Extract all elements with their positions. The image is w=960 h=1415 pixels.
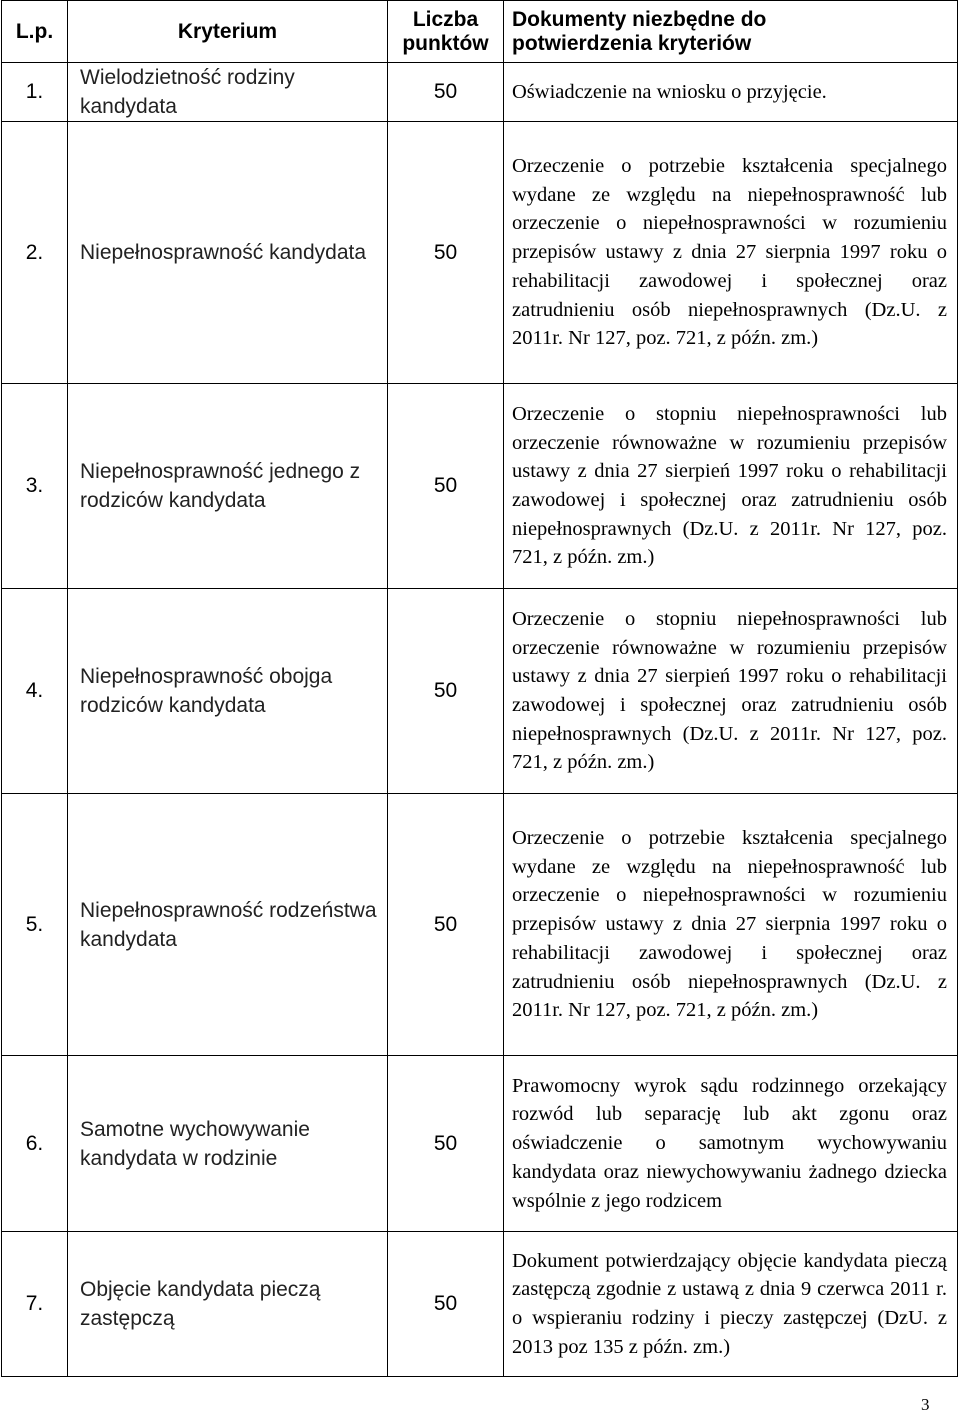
header-points-line2: punktów bbox=[402, 31, 489, 55]
row-points: 50 bbox=[388, 1056, 504, 1232]
table-row bbox=[2, 1056, 958, 1232]
row-document: Orzeczenie o potrzebie kształcenia specjalnego wydane ze względu na niepełnosprawność lub orzeczenie o niepełnosprawności w rozumieniu przepisów ustawy z dnia 27 sierpnia 1997 roku o rehabilitacji zawodowej i społecznej oraz zatrudnieniu osób niepełnosprawnych (Dz.U. z 2011r. Nr 127, poz. 721, z późn. zm.) bbox=[504, 122, 958, 384]
row-criterion: Niepełnosprawność jednego z rodziców kandydata bbox=[68, 384, 388, 589]
table-header-row bbox=[2, 1, 958, 63]
row-points: 50 bbox=[388, 589, 504, 794]
row-points: 50 bbox=[388, 384, 504, 589]
row-criterion: Niepełnosprawność rodzeństwa kandydata bbox=[68, 794, 388, 1056]
row-document: Dokument potwierdzający objęcie kandydata pieczą zastępczą zgodnie z ustawą z dnia 9 czerwca 2011 r. o wspieraniu rodziny i pieczy zastępczej (DzU. z 2013 poz 135 z późn. zm.) bbox=[504, 1232, 958, 1377]
table-row bbox=[2, 63, 958, 122]
row-criterion: Niepełnosprawność kandydata bbox=[68, 122, 388, 384]
row-points: 50 bbox=[388, 794, 504, 1056]
row-points: 50 bbox=[388, 1232, 504, 1377]
table-row bbox=[2, 1232, 958, 1377]
header-documents-line2: potwierdzenia kryteriów bbox=[512, 31, 752, 55]
row-lp: 6. bbox=[2, 1056, 68, 1232]
row-lp: 5. bbox=[2, 794, 68, 1056]
header-documents bbox=[504, 1, 958, 63]
row-document: Prawomocny wyrok sądu rodzinnego orzekający rozwód lub separację lub akt zgonu oraz oświadczenie o samotnym wychowywaniu kandydata oraz niewychowywaniu żadnego dziecka wspólnie z jego rodzicem bbox=[504, 1056, 958, 1232]
table-row bbox=[2, 589, 958, 794]
header-lp: L.p. bbox=[2, 1, 68, 63]
row-lp: 2. bbox=[2, 122, 68, 384]
row-criterion: Samotne wychowywanie kandydata w rodzinie bbox=[68, 1056, 388, 1232]
page-number: 3 bbox=[921, 1395, 930, 1414]
row-criterion: Wielodzietność rodziny kandydata bbox=[68, 63, 388, 122]
row-document: Orzeczenie o stopniu niepełnosprawności lub orzeczenie równoważne w rozumieniu przepisów ustawy z dnia 27 sierpień 1997 roku o rehabilitacji zawodowej i społecznej oraz zatrudnieniu osób niepełnosprawnych (Dz.U. z 2011r. Nr 127, poz. 721, z późn. zm.) bbox=[504, 589, 958, 794]
row-lp: 1. bbox=[2, 63, 68, 122]
row-document: Orzeczenie o potrzebie kształcenia specjalnego wydane ze względu na niepełnosprawność lub orzeczenie o niepełnosprawności w rozumieniu przepisów ustawy z dnia 27 sierpnia 1997 roku o rehabilitacji zawodowej i społecznej oraz zatrudnieniu osób niepełnosprawnych (Dz.U. z 2011r. Nr 127, poz. 721, z późn. zm.) bbox=[504, 794, 958, 1056]
row-document: Orzeczenie o stopniu niepełnosprawności lub orzeczenie równoważne w rozumieniu przepisów ustawy z dnia 27 sierpień 1997 roku o rehabilitacji zawodowej i społecznej oraz zatrudnieniu osób niepełnosprawnych (Dz.U. z 2011r. Nr 127, poz. 721, z późn. zm.) bbox=[504, 384, 958, 589]
header-points bbox=[388, 1, 504, 63]
row-points: 50 bbox=[388, 63, 504, 122]
row-lp: 4. bbox=[2, 589, 68, 794]
criteria-table bbox=[1, 0, 958, 1377]
row-document: Oświadczenie na wniosku o przyjęcie. bbox=[504, 63, 958, 122]
header-documents-line1: Dokumenty niezbędne do bbox=[512, 7, 767, 31]
row-points: 50 bbox=[388, 122, 504, 384]
row-criterion: Objęcie kandydata pieczą zastępczą bbox=[68, 1232, 388, 1377]
header-points-line1: Liczba bbox=[412, 7, 479, 31]
table-row bbox=[2, 122, 958, 384]
row-lp: 7. bbox=[2, 1232, 68, 1377]
table-row bbox=[2, 794, 958, 1056]
row-criterion: Niepełnosprawność obojga rodziców kandydata bbox=[68, 589, 388, 794]
header-criterion: Kryterium bbox=[68, 1, 388, 63]
row-lp: 3. bbox=[2, 384, 68, 589]
table-row bbox=[2, 384, 958, 589]
